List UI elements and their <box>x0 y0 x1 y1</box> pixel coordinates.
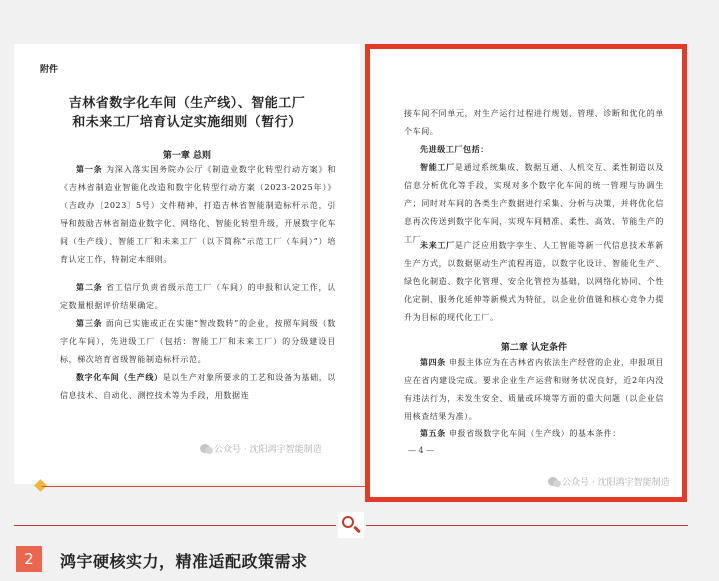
article-2 <box>60 278 336 315</box>
article-label: 第三条 <box>76 318 103 328</box>
watermark-text: 公众号 · 沈阳鸿宇智能制造 <box>214 445 322 455</box>
document-title-line1: 吉林省数字化车间（生产线）、智能工厂 <box>68 96 306 111</box>
article-label: 第四条 <box>420 357 446 367</box>
article-5 <box>404 424 664 443</box>
divider-line <box>42 486 406 487</box>
document-title-line2: 和未来工厂培育认定实施细则（暂行） <box>72 115 302 130</box>
section-title: 鸿宇硬核实力，精准适配政策需求 <box>60 552 308 571</box>
paragraph-text: 接车间不同单元，对生产运行过程进行规划、管理、诊断和优化的单个车间。 <box>404 109 664 136</box>
article-label: 第二条 <box>76 282 103 292</box>
continued-text <box>404 105 664 141</box>
chapter-heading: 第一章 总则 <box>162 151 212 161</box>
attachment-label: 附件 <box>40 65 59 75</box>
definition-text: 是以生产对象所要求的工艺和设备为基础，以信息技术、自动化、测控技术等为手段，用数据连 <box>60 373 337 400</box>
wechat-icon <box>548 477 558 486</box>
article-text: 为深入落实国务院办公厅《制造业数字化转型行动方案》和《吉林省制造业智能化改造和数字化转型行动方案（2023-2025年）》（吉政办〔2023〕5号）文件精神，打造吉林省智能制造标杆示范，引导和鼓励吉林省制造业数字化、网络化、智能化转型升级，开展数字化车间（生产线）、智能工厂和未来工厂（以下简称“示范工厂（车间）”）培育认定工作，特制定本细则。 <box>60 165 336 264</box>
heading-label: 先进级工厂包括： <box>420 144 489 154</box>
article-1 <box>60 160 336 269</box>
definition-label: 数字化车间（生产线） <box>76 372 163 382</box>
article-text: 申报省级数字化车间（生产线）的基本条件： <box>445 429 621 438</box>
article-text: 面向已实施或正在实施“智改数转”的企业，按照车间级（数字化车间），先进级工厂（包括：智能工厂和未来工厂）的分级建设目标，梯次培育省级智能制造标杆示范。 <box>60 319 336 364</box>
search-icon[interactable] <box>338 512 364 538</box>
article-3 <box>60 314 336 369</box>
article-text: 省工信厅负责省级示范工厂（车间）的申报和认定工作，认定数量根据评价结果确定。 <box>60 283 336 310</box>
article-text: 申报主体应为在吉林省内依法生产经营的企业，申报项目应在省内建设完成。要求企业生产运营和财务状况良好，近2年内没有违法行为，未发生安全、质量或环境等方面的重大问题（以企业信用核查结果为准）。 <box>404 358 664 421</box>
watermark-left <box>200 442 322 455</box>
article-4 <box>404 353 664 426</box>
article-label: 第一条 <box>76 164 103 174</box>
watermark-right <box>548 475 670 488</box>
definition-label: 智能工厂 <box>420 162 455 172</box>
definition-text: 是广泛应用数字孪生、人工智能等新一代信息技术革新生产方式，以数据驱动生产流程再造，以数字化设计、智能化生产、绿色化制造、数字化管理、安全化管控为基础，以网络化协同、个性化定制、服务化延伸等新模式为特征，以企业价值链和核心竞争力提升为目标的现代化工厂。 <box>404 241 664 322</box>
definition-label: 未来工厂 <box>420 240 455 250</box>
definition-digital-workshop <box>60 368 336 405</box>
definition-text: 是通过系统集成、数据互通、人机交互、柔性制造以及信息分析优化等手段，实现对多个数字化车间的统一管理与协调生产；同时对车间的各类生产数据进行采集、分析与决策，并将优化信息再次传送到数字化车间，实现车间精准、柔性、高效、节能生产的工厂。 <box>404 163 664 244</box>
section-divider-left <box>14 525 336 526</box>
definition-future-factory <box>404 236 664 327</box>
watermark-text: 公众号 · 沈阳鸿宇智能制造 <box>562 478 670 488</box>
section-divider-right <box>366 525 688 526</box>
section-number-badge: 2 <box>16 546 42 572</box>
chapter-heading: 第二章 认定条件 <box>500 343 568 353</box>
page-number: — 4 — <box>408 446 435 455</box>
wechat-icon <box>200 444 210 453</box>
article-label: 第五条 <box>420 428 446 438</box>
advanced-factory-heading <box>404 140 664 159</box>
